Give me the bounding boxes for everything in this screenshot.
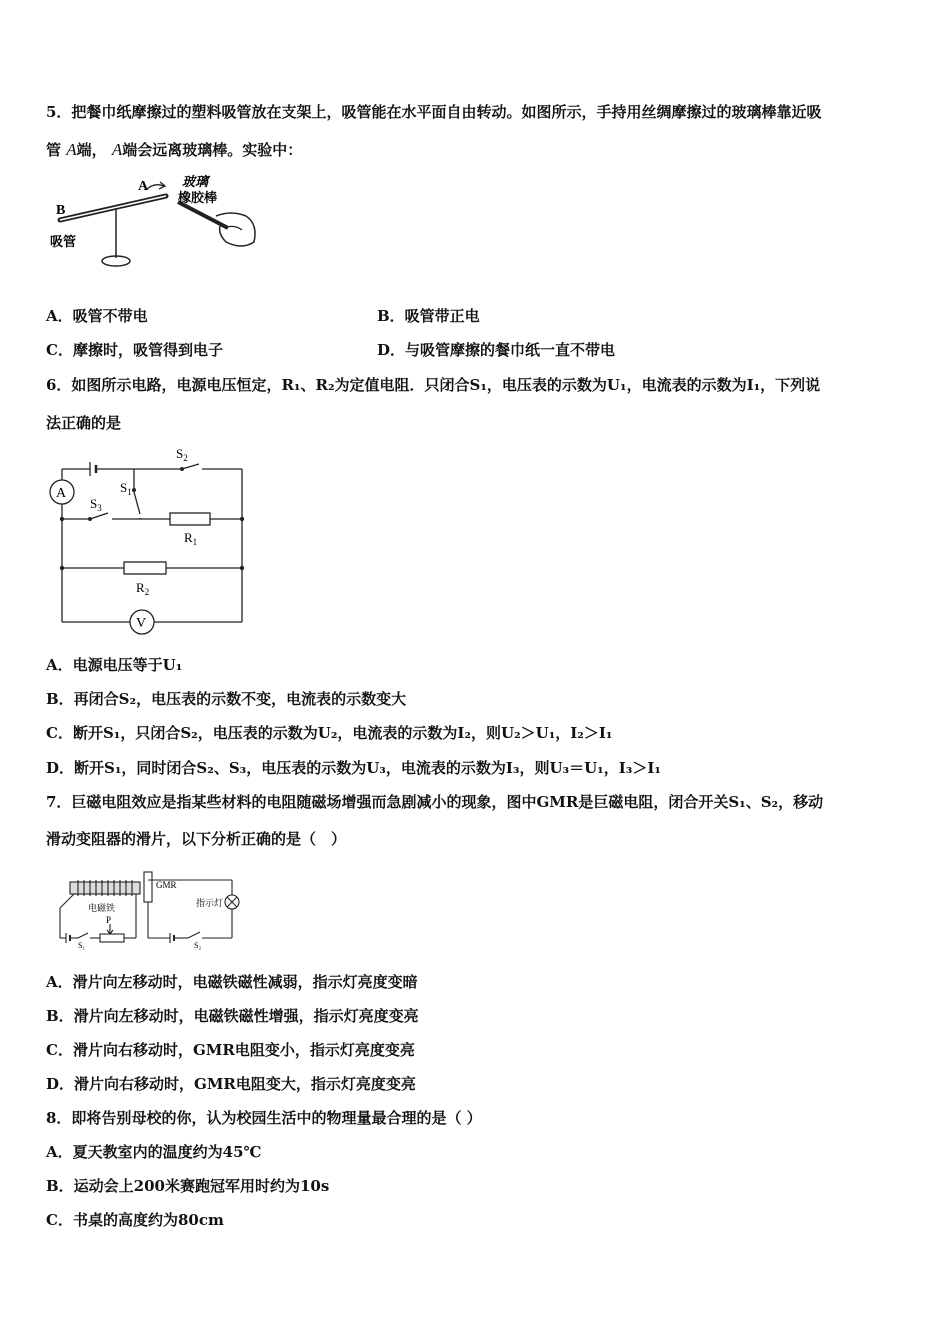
q5-label-a: A [138,179,149,194]
q8-option-a: A．夏天教室内的温度约为45℃ [46,1143,262,1161]
q5-stem-line1: 5．把餐巾纸摩擦过的塑料吸管放在支架上，吸管能在水平面自由转动。如图所示，手持用丝绸摩擦过的玻璃棒靠近吸 [46,103,822,121]
q7-option-d: D．滑片向右移动时，GMR电阻变大，指示灯亮度变亮 [46,1075,416,1093]
q7-lamp-label: 指示灯 [196,898,224,908]
q5-option-c: C．摩擦时，吸管得到电子 [46,341,223,359]
q7-electromagnet-core [70,882,140,894]
q5-stem-part2: 端， [76,141,107,159]
q7-s2-label: S₂ [194,941,202,950]
q7-stem-line2: 滑动变阻器的滑片，以下分析正确的是（ ） [46,830,347,848]
q8-option-c: C．书桌的高度约为80cm [46,1211,224,1229]
q7-p-label: P [106,915,112,925]
q6-s1-label: $S_1$ [120,480,132,497]
q5-option-b: B．吸管带正电 [377,307,480,325]
q6-ammeter-label: A [56,486,67,501]
q7-electromagnet-label: 电磁铁 [88,903,116,913]
q5-option-a: A．吸管不带电 [46,307,148,325]
q6-option-c: C．断开S₁，只闭合S₂，电压表的示数为U₂，电流表的示数为I₂，则U₂＞U₁，I₂＞I₁ [46,724,613,742]
q6-option-d: D．断开S₁，同时闭合S₂、S₃，电压表的示数为U₃，电流表的示数为I₃，则U₃＝U₁，I₃＞I₁ [46,759,661,777]
q6-resistor-r2 [124,562,166,574]
q5-hand [216,213,255,246]
q6-voltmeter-label: V [136,616,147,631]
q5-stem-part1: 管 [46,141,62,159]
q7-rheostat [100,934,124,942]
q6-s2-label: $S_2$ [176,446,188,463]
q7-option-a: A．滑片向左移动时，电磁铁磁性减弱，指示灯亮度变暗 [46,973,418,991]
q7-option-c: C．滑片向右移动时，GMR电阻变小，指示灯亮度变亮 [46,1041,415,1059]
q5-figure [46,168,261,276]
q6-stem-line1: 6．如图所示电路，电源电压恒定，R₁、R₂为定值电阻．只闭合S₁，电压表的示数为U₁，电流表的示数为I₁，下列说 [46,376,821,394]
q6-r2-label: $R_2$ [136,580,150,597]
q5-label-rod1: 玻璃 [182,174,209,189]
q7-gmr-figure [52,866,252,950]
q7-s1-label: S₁ [78,941,86,950]
q5-var-a2: A [111,140,123,159]
q5-option-d: D．与吸管摩擦的餐巾纸一直不带电 [377,341,616,359]
q6-circuit-figure [44,442,252,640]
q6-stem-line2: 法正确的是 [46,414,122,432]
q8-option-b: B．运动会上200米赛跑冠军用时约为10s [46,1177,330,1195]
q6-s3-label: $S_3$ [90,496,102,513]
q6-option-a: A．电源电压等于U₁ [46,656,183,674]
q6-resistor-r1 [170,513,210,525]
q7-option-b: B．滑片向左移动时，电磁铁磁性增强，指示灯亮度变亮 [46,1007,419,1025]
q5-stem-line2 [46,140,302,160]
q5-stem-part3: 端会远离玻璃棒。实验中： [122,141,303,159]
q5-var-a: A [66,140,77,159]
q8-stem: 8．即将告别母校的你，认为校园生活中的物理量最合理的是（ ） [46,1109,482,1127]
q7-gmr-label: GMR [156,880,177,890]
q6-option-b: B．再闭合S₂，电压表的示数不变，电流表的示数变大 [46,690,407,708]
q7-stem-line1: 7．巨磁电阻效应是指某些材料的电阻随磁场增强而急剧减小的现象，图中GMR是巨磁电阻，闭合开关S₁、S₂，移动 [46,793,824,811]
q5-label-straw: 吸管 [50,234,77,249]
q5-label-rod2: 橡胶棒 [178,190,218,205]
q7-gmr [144,872,152,902]
q6-r1-label: $R_1$ [184,530,198,547]
q5-label-b: B [56,203,66,218]
